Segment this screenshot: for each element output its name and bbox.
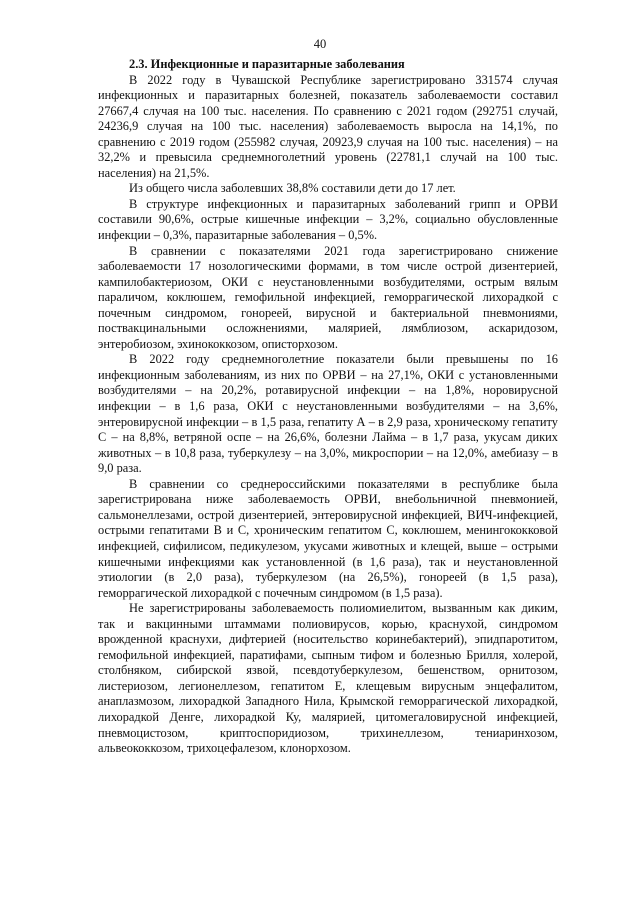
paragraph-exceeded: В 2022 году среднемноголетние показатели были превышены по 16 инфекционным заболеваниям, из них по ОРВИ – на 27,1%, ОКИ с установленными возбудителями – на 20,2%, ротавирусной инфекции – на 1,8%, норовирусной инфекции – в 1,6 раза, ОКИ с неустановленными возбудителями – на 3,6%, энтеровирусной инфекции – в 1,5 раза, гепатиту А – в 2,9 раза, хроническому гепатиту С – на 8,8%, ветряной оспе – на 26,6%, болезни Лайма – в 1,7 раза, укусам диких животных – в 10,8 раза, туберкулезу – на 3,0%, микроспории – на 12,0%, амебиазу – в 9,0 раза. [98, 352, 558, 476]
paragraph-structure: В структуре инфекционных и паразитарных заболеваний грипп и ОРВИ составили 90,6%, острые кишечные инфекции – 3,2%, социально обусловленные инфекции – 0,3%, паразитарные заболевания – 0,5%. [98, 196, 558, 243]
paragraph-children-share: Из общего числа заболевших 38,8% составили дети до 17 лет. [129, 181, 456, 196]
document-body [98, 57, 558, 757]
paragraph-not-registered: Не зарегистрированы заболеваемость полиомиелитом, вызванным как диким, так и вакцинными штаммами полиовирусов, корью, краснухой, синдромом врожденной краснухи, дифтерией (носительство коринебактерий), эпидпаротитом, гемофильной инфекцией, паратифами, сыпным тифом и болезнью Брилля, холерой, столбняком, сибирской язвой, псевдотуберкулезом, бешенством, орнитозом, листериозом, легионеллезом, гепатитом Е, клещевым вирусным энцефалитом, анаплазмозом, лихорадкой Западного Нила, Крымской геморрагической лихорадкой, лихорадкой Денге, лихорадкой Ку, малярией, цитомегаловирусной инфекцией, пневмоцистозом, криптоспоридиозом, трихинеллезом, тениаринхозом, альвеококкозом, трихоцефалезом, клонорхозом. [98, 601, 558, 756]
section-title: 2.3. Инфекционные и паразитарные заболевания [129, 57, 405, 71]
paragraph-russia-comparison: В сравнении со среднероссийскими показателями в республике была зарегистрирована ниже заболеваемость ОРВИ, внебольничной пневмонией, сальмонеллезами, острой дизентерией, энтеровирусной инфекцией, ВИЧ-инфекцией, острыми гепатитами В и С, хроническим гепатитом С, коклюшем, менингококковой инфекцией, сифилисом, педикулезом, укусами животных и клещей, выше – острыми кишечными инфекциями как установленной (в 1,6 раза), так и неустановленной этиологии (в 2,0 раза), туберкулезом (на 26,5%), гонореей (в 1,5 раза), геморрагической лихорадкой с почечным синдромом (в 1,5 раза). [98, 476, 558, 600]
paragraph-decrease: В сравнении с показателями 2021 года зарегистрировано снижение заболеваемости 17 нозологическими формами, в том числе острой дизентерией, кампилобактериозом, ОКИ с неустановленными возбудителями, острым вялым параличом, коклюшем, гемофильной инфекцией, геморрагической лихорадкой с почечным синдромом, гонореей, вирусной и бактериальной пневмониями, поствакцинальными осложнениями, малярией, лямблиозом, аскаридозом, энтеробиозом, эхинококкозом, описторхозом. [98, 243, 558, 351]
paragraph-overview: В 2022 году в Чувашской Республике зарегистрировано 331574 случая инфекционных и паразитарных болезней, показатель заболеваемости составил 27667,4 случая на 100 тыс. населения. По сравнению с 2021 годом (292751 случай, 24236,9 случая на 100 тыс. населения) заболеваемость выросла на 14,1%, по сравнению с 2019 годом (255982 случая, 20923,9 случая на 100 тыс. населения) – на 32,2% и превысила среднемноголетний уровень (22781,1 случай на 100 тыс. населения) на 21,5%. [98, 72, 558, 180]
page-number: 40 [313, 37, 327, 51]
